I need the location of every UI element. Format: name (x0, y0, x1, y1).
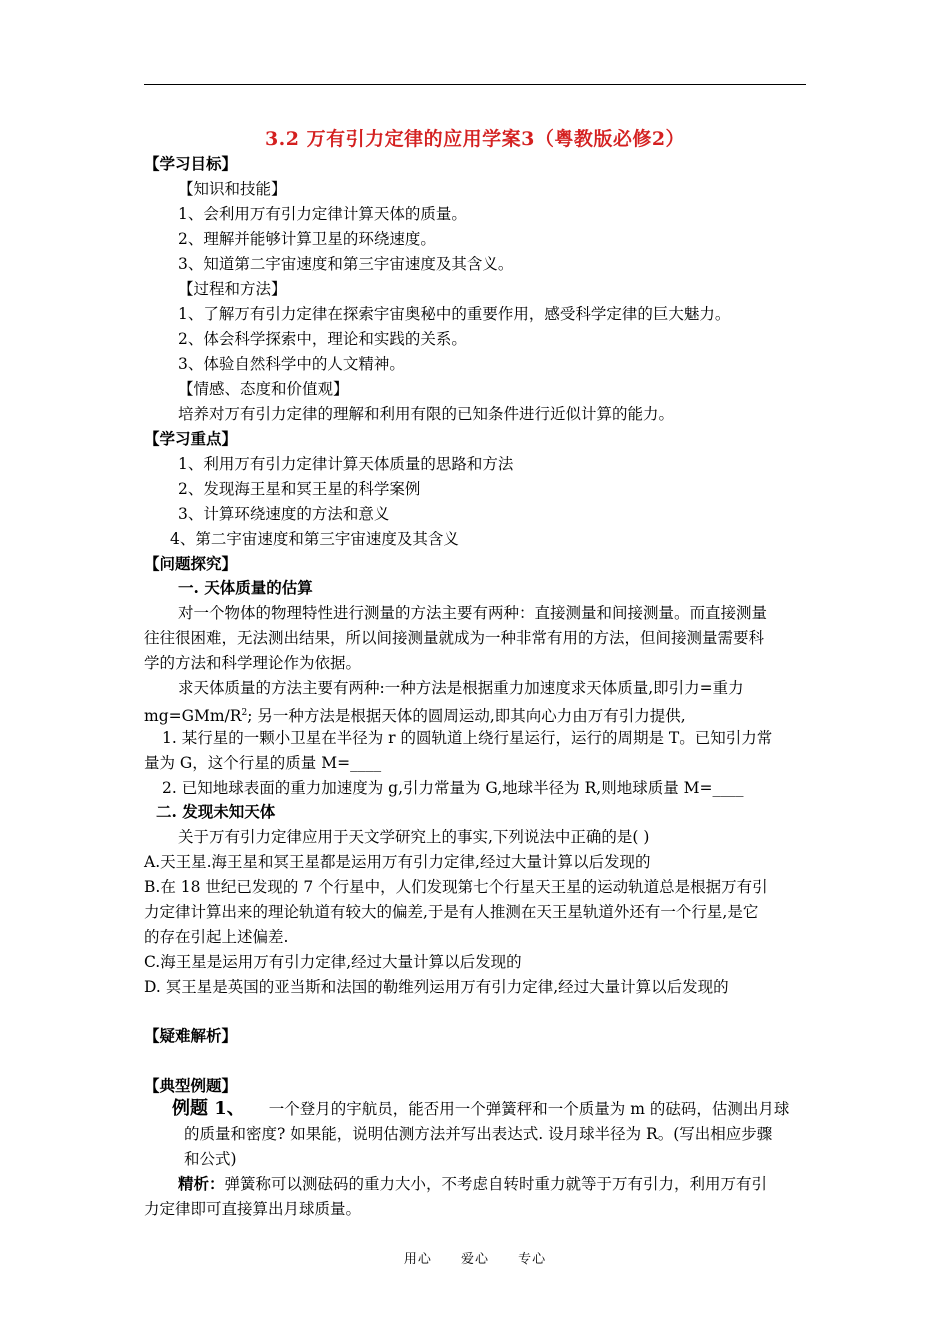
explore-header: 【问题探究】 (144, 554, 238, 573)
option-c: C.海王星是运用万有引力定律,经过大量计算以后发现的 (144, 953, 522, 971)
example-1-text: 一个登月的宇航员，能否用一个弹簧秤和一个质量为 m 的砝码，估测出月球 (268, 1100, 790, 1118)
difficult-header: 【疑难解析】 (144, 1026, 238, 1045)
knowledge-header: 【知识和技能】 (178, 180, 287, 198)
example-1-line: 的质量和密度? 如果能，说明估测方法并写出表达式. 设月球半径为 R。(写出相应步骤 (184, 1125, 773, 1143)
process-item: 2、体会科学探索中，理论和实践的关系。 (178, 330, 467, 348)
analysis-label: 精析： (178, 1174, 225, 1193)
page-title: 3.2 万有引力定律的应用学案3（粤教版必修2） (264, 128, 686, 150)
knowledge-item: 1、会利用万有引力定律计算天体的质量。 (178, 205, 467, 223)
goals-header: 【学习目标】 (144, 154, 238, 173)
process-header: 【过程和方法】 (178, 280, 287, 298)
analysis-line (178, 1174, 767, 1194)
focus-header: 【学习重点】 (144, 429, 238, 448)
header-rule (144, 84, 806, 85)
option-b-line: 的存在引起上述偏差. (144, 928, 289, 946)
footer-item: 专心 (518, 1252, 547, 1267)
question-1-line: 1. 某行星的一颗小卫星在半径为 r 的圆轨道上绕行星运行，运行的周期是 T。已知引力常 (162, 729, 773, 747)
focus-item: 2、发现海王星和冥王星的科学案例 (178, 480, 421, 498)
formula: mg=GMm/R (144, 707, 242, 725)
option-d: D. 冥王星是英国的亚当斯和法国的勒维列运用万有引力定律,经过大量计算以后发现的 (144, 978, 729, 996)
knowledge-item: 2、理解并能够计算卫星的环绕速度。 (178, 230, 436, 248)
emotion-text: 培养对万有引力定律的理解和利用有限的已知条件进行近似计算的能力。 (178, 405, 675, 423)
examples-header: 【典型例题】 (144, 1076, 238, 1095)
choice-question: 关于万有引力定律应用于天文学研究上的事实,下列说法中正确的是( ) (178, 828, 650, 846)
para2-line (144, 703, 686, 726)
option-a: A.天王星.海王星和冥王星都是运用万有引力定律,经过大量计算以后发现的 (144, 853, 651, 871)
footer-item: 爱心 (460, 1252, 489, 1267)
example-1-line: 和公式) (184, 1150, 237, 1168)
emotion-header: 【情感、态度和价值观】 (178, 380, 349, 398)
para2-rest: ; 另一种方法是根据天体的圆周运动,即其向心力由万有引力提供, (247, 707, 686, 725)
focus-item: 4、第二宇宙速度和第三宇宙速度及其含义 (170, 530, 459, 548)
para1-line: 往往很困难，无法测出结果，所以间接测量就成为一种非常有用的方法，但间接测量需要科 (144, 629, 765, 647)
section2-title: 二. 发现未知天体 (156, 802, 276, 821)
formula-exponent: 2 (241, 708, 248, 718)
option-b-line: B.在 18 世纪已发现的 7 个行星中，人们发现第七个行星天王星的运动轨道总是根据万有引 (144, 878, 768, 896)
focus-item: 1、利用万有引力定律计算天体质量的思路和方法 (178, 455, 514, 473)
process-item: 3、体验自然科学中的人文精神。 (178, 355, 405, 373)
focus-item: 3、计算环绕速度的方法和意义 (178, 505, 390, 523)
question-1-line: 量为 G，这个行星的质量 M=____ (144, 754, 382, 772)
section1-title: 一. 天体质量的估算 (178, 578, 313, 597)
analysis-text: 弹簧称可以测砝码的重力大小，不考虑自转时重力就等于万有引力，利用万有引 (224, 1175, 768, 1193)
para1-line: 对一个物体的物理特性进行测量的方法主要有两种：直接测量和间接测量。而直接测量 (178, 604, 768, 622)
process-item: 1、了解万有引力定律在探索宇宙奥秘中的重要作用，感受科学定律的巨大魅力。 (178, 305, 731, 323)
example-1-label: 例题 1、 (172, 1098, 245, 1119)
analysis-line: 力定律即可直接算出月球质量。 (144, 1200, 362, 1218)
question-2: 2. 已知地球表面的重力加速度为 g,引力常量为 G,地球半径为 R,则地球质量 M=____ (162, 779, 744, 797)
footer-item: 用心 (403, 1252, 432, 1267)
knowledge-item: 3、知道第二宇宙速度和第三宇宙速度及其含义。 (178, 255, 514, 273)
page-footer (0, 1248, 950, 1267)
para2-line: 求天体质量的方法主要有两种:一种方法是根据重力加速度求天体质量,即引力=重力 (178, 679, 744, 697)
para1-line: 学的方法和科学理论作为依据。 (144, 654, 362, 672)
example-1 (172, 1099, 789, 1119)
option-b-line: 力定律计算出来的理论轨道有较大的偏差,于是有人推测在天王星轨道外还有一个行星,是它 (144, 903, 759, 921)
